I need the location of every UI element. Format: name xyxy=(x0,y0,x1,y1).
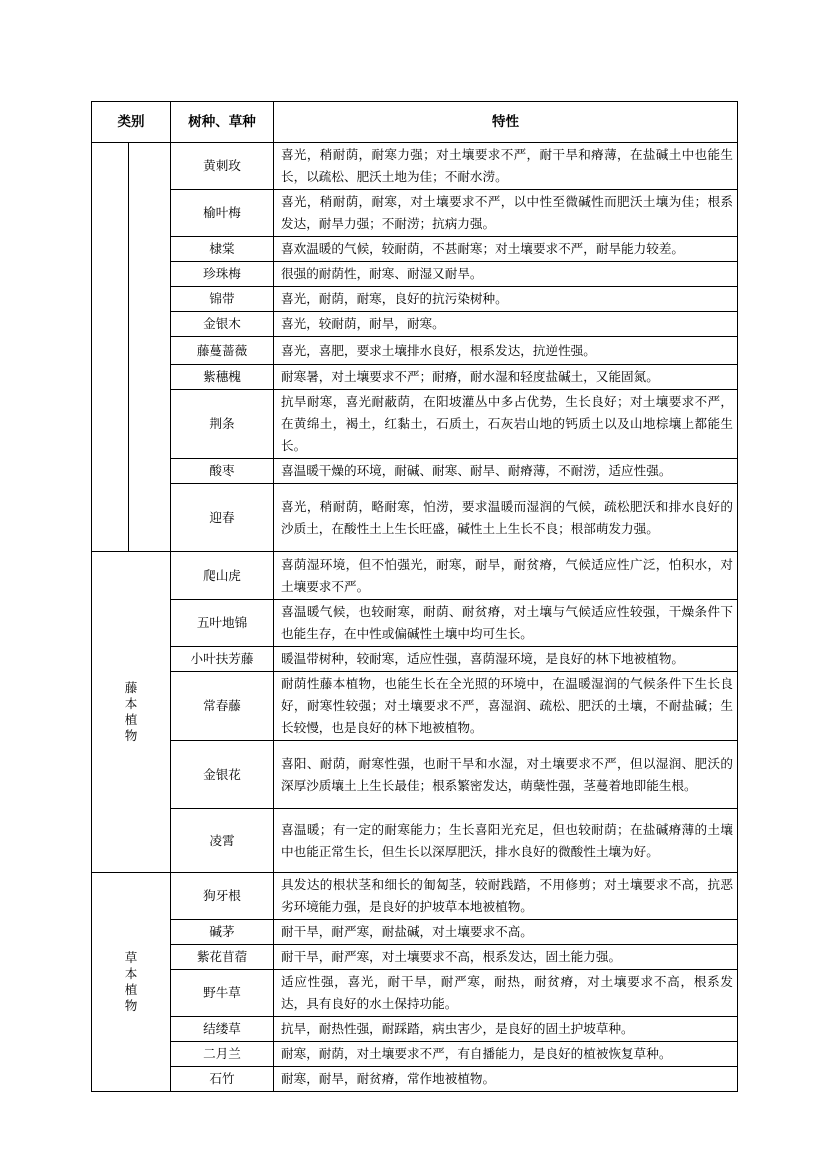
species-name-cell: 棣棠 xyxy=(171,237,274,262)
species-name-cell: 五叶地锦 xyxy=(171,600,274,647)
characteristics-cell: 喜光，稍耐荫，耐寒，对土壤要求不严，以中性至微碱性而肥沃土壤为佳；根系发达，耐旱力强；不耐涝；抗病力强。 xyxy=(274,190,738,237)
species-name-cell: 黄刺玫 xyxy=(171,143,274,190)
table-row xyxy=(92,312,738,337)
species-name-cell: 酸枣 xyxy=(171,459,274,484)
table-row xyxy=(92,809,738,873)
characteristics-cell: 耐干旱，耐严寒，耐盐碱，对土壤要求不高。 xyxy=(274,920,738,945)
category-label: 草本植物 xyxy=(124,950,138,1013)
species-name-cell: 碱茅 xyxy=(171,920,274,945)
table-row xyxy=(92,337,738,365)
characteristics-cell: 喜光，稍耐荫，耐寒力强；对土壤要求不严，耐干旱和瘠薄，在盐碱土中也能生长，以疏松、肥沃土地为佳；不耐水涝。 xyxy=(274,143,738,190)
characteristics-cell: 暖温带树种，较耐寒，适应性强，喜荫湿环境，是良好的林下地被植物。 xyxy=(274,647,738,672)
characteristics-cell: 喜温暖气候，也较耐寒，耐荫、耐贫瘠，对土壤与气候适应性较强，干燥条件下也能生存，在中性或偏碱性土壤中均可生长。 xyxy=(274,600,738,647)
characteristics-cell: 抗旱耐寒，喜光耐蔽荫，在阳坡灌丛中多占优势，生长良好；对土壤要求不严，在黄绵土，褐土，红黏土，石质土，石灰岩山地的钙质土以及山地棕壤上都能生长。 xyxy=(274,390,738,459)
table-row xyxy=(92,365,738,390)
species-name-cell: 藤蔓蔷薇 xyxy=(171,337,274,365)
header-characteristics: 特性 xyxy=(274,102,738,143)
species-name-cell: 金银木 xyxy=(171,312,274,337)
species-name-cell: 石竹 xyxy=(171,1067,274,1092)
table-row xyxy=(92,459,738,484)
characteristics-cell: 喜温暖干燥的环境，耐碱、耐寒、耐旱、耐瘠薄，不耐涝，适应性强。 xyxy=(274,459,738,484)
table-body xyxy=(92,143,738,1092)
table-row xyxy=(92,1067,738,1092)
characteristics-cell: 喜阳、耐荫，耐寒性强，也耐干旱和水湿，对土壤要求不严，但以湿润、肥沃的深厚沙质壤土上生长最佳；根系繁密发达，萌蘖性强，茎蔓着地即能生根。 xyxy=(274,741,738,809)
characteristics-cell: 耐寒，耐旱，耐贫瘠，常作地被植物。 xyxy=(274,1067,738,1092)
table-row xyxy=(92,190,738,237)
category-label: 藤本植物 xyxy=(124,680,138,743)
species-name-cell: 迎春 xyxy=(171,484,274,552)
characteristics-cell: 很强的耐荫性，耐寒、耐湿又耐旱。 xyxy=(274,262,738,287)
characteristics-cell: 喜光，喜肥，要求土壤排水良好，根系发达，抗逆性强。 xyxy=(274,337,738,365)
characteristics-cell: 喜光，较耐荫，耐旱，耐寒。 xyxy=(274,312,738,337)
characteristics-cell: 抗旱，耐热性强，耐踩踏，病虫害少，是良好的固土护坡草种。 xyxy=(274,1017,738,1042)
table-row xyxy=(92,287,738,312)
species-name-cell: 珍珠梅 xyxy=(171,262,274,287)
characteristics-cell: 耐荫性藤本植物，也能生长在全光照的环境中，在温暖湿润的气候条件下生长良好，耐寒性较强；对土壤要求不严，喜湿润、疏松、肥沃的土壤，不耐盐碱；生长较慢，也是良好的林下地被植物。 xyxy=(274,672,738,741)
species-name-cell: 金银花 xyxy=(171,741,274,809)
species-name-cell: 荆条 xyxy=(171,390,274,459)
table-row xyxy=(92,647,738,672)
table-header-row xyxy=(92,102,738,143)
table-row xyxy=(92,143,738,190)
species-name-cell: 凌霄 xyxy=(171,809,274,873)
table-row xyxy=(92,873,738,920)
table-row xyxy=(92,741,738,809)
header-species: 树种、草种 xyxy=(171,102,274,143)
characteristics-cell: 适应性强，喜光，耐干旱，耐严寒，耐热，耐贫瘠，对土壤要求不高，根系发达，具有良好的水土保持功能。 xyxy=(274,970,738,1017)
table-row xyxy=(92,484,738,552)
table-row xyxy=(92,1042,738,1067)
species-name-cell: 野牛草 xyxy=(171,970,274,1017)
characteristics-cell: 喜欢温暖的气候，较耐荫，不甚耐寒；对土壤要求不严，耐旱能力较差。 xyxy=(274,237,738,262)
characteristics-cell: 喜光，稍耐荫，略耐寒，怕涝，要求温暖而湿润的气候，疏松肥沃和排水良好的沙质土，在酸性土上生长旺盛，碱性土上生长不良；根部萌发力强。 xyxy=(274,484,738,552)
species-name-cell: 锦带 xyxy=(171,287,274,312)
characteristics-cell: 耐干旱，耐严寒，对土壤要求不高，根系发达，固土能力强。 xyxy=(274,945,738,970)
characteristics-cell: 喜光，耐荫，耐寒，良好的抗污染树种。 xyxy=(274,287,738,312)
table-row xyxy=(92,600,738,647)
subcategory-cell xyxy=(129,143,171,552)
characteristics-cell: 喜温暖；有一定的耐寒能力；生长喜阳光充足，但也较耐荫；在盐碱瘠薄的土壤中也能正常生长，但生长以深厚肥沃，排水良好的微酸性土壤为好。 xyxy=(274,809,738,873)
species-name-cell: 常春藤 xyxy=(171,672,274,741)
species-name-cell: 狗牙根 xyxy=(171,873,274,920)
table-row xyxy=(92,237,738,262)
table-row xyxy=(92,262,738,287)
table-row xyxy=(92,945,738,970)
species-name-cell: 榆叶梅 xyxy=(171,190,274,237)
characteristics-cell: 具发达的根状茎和细长的匍匐茎，较耐践踏，不用修剪；对土壤要求不高，抗恶劣环境能力强，是良好的护坡草本地被植物。 xyxy=(274,873,738,920)
table-row xyxy=(92,390,738,459)
species-name-cell: 结缕草 xyxy=(171,1017,274,1042)
plant-characteristics-table xyxy=(91,101,738,1092)
species-name-cell: 紫穗槐 xyxy=(171,365,274,390)
species-name-cell: 二月兰 xyxy=(171,1042,274,1067)
characteristics-cell: 喜荫湿环境，但不怕强光，耐寒，耐旱，耐贫瘠，气候适应性广泛，怕积水，对土壤要求不严。 xyxy=(274,552,738,600)
table-row xyxy=(92,920,738,945)
species-name-cell: 爬山虎 xyxy=(171,552,274,600)
species-name-cell: 紫花苜蓿 xyxy=(171,945,274,970)
species-name-cell: 小叶扶芳藤 xyxy=(171,647,274,672)
table-row xyxy=(92,1017,738,1042)
table-row xyxy=(92,970,738,1017)
table-row xyxy=(92,552,738,600)
table-row xyxy=(92,672,738,741)
category-cell xyxy=(92,552,171,873)
category-cell xyxy=(92,143,129,552)
characteristics-cell: 耐寒暑，对土壤要求不严；耐瘠，耐水湿和轻度盐碱土，又能固氮。 xyxy=(274,365,738,390)
characteristics-cell: 耐寒，耐荫，对土壤要求不严，有自播能力，是良好的植被恢复草种。 xyxy=(274,1042,738,1067)
header-category: 类别 xyxy=(92,102,171,143)
category-cell xyxy=(92,873,171,1092)
